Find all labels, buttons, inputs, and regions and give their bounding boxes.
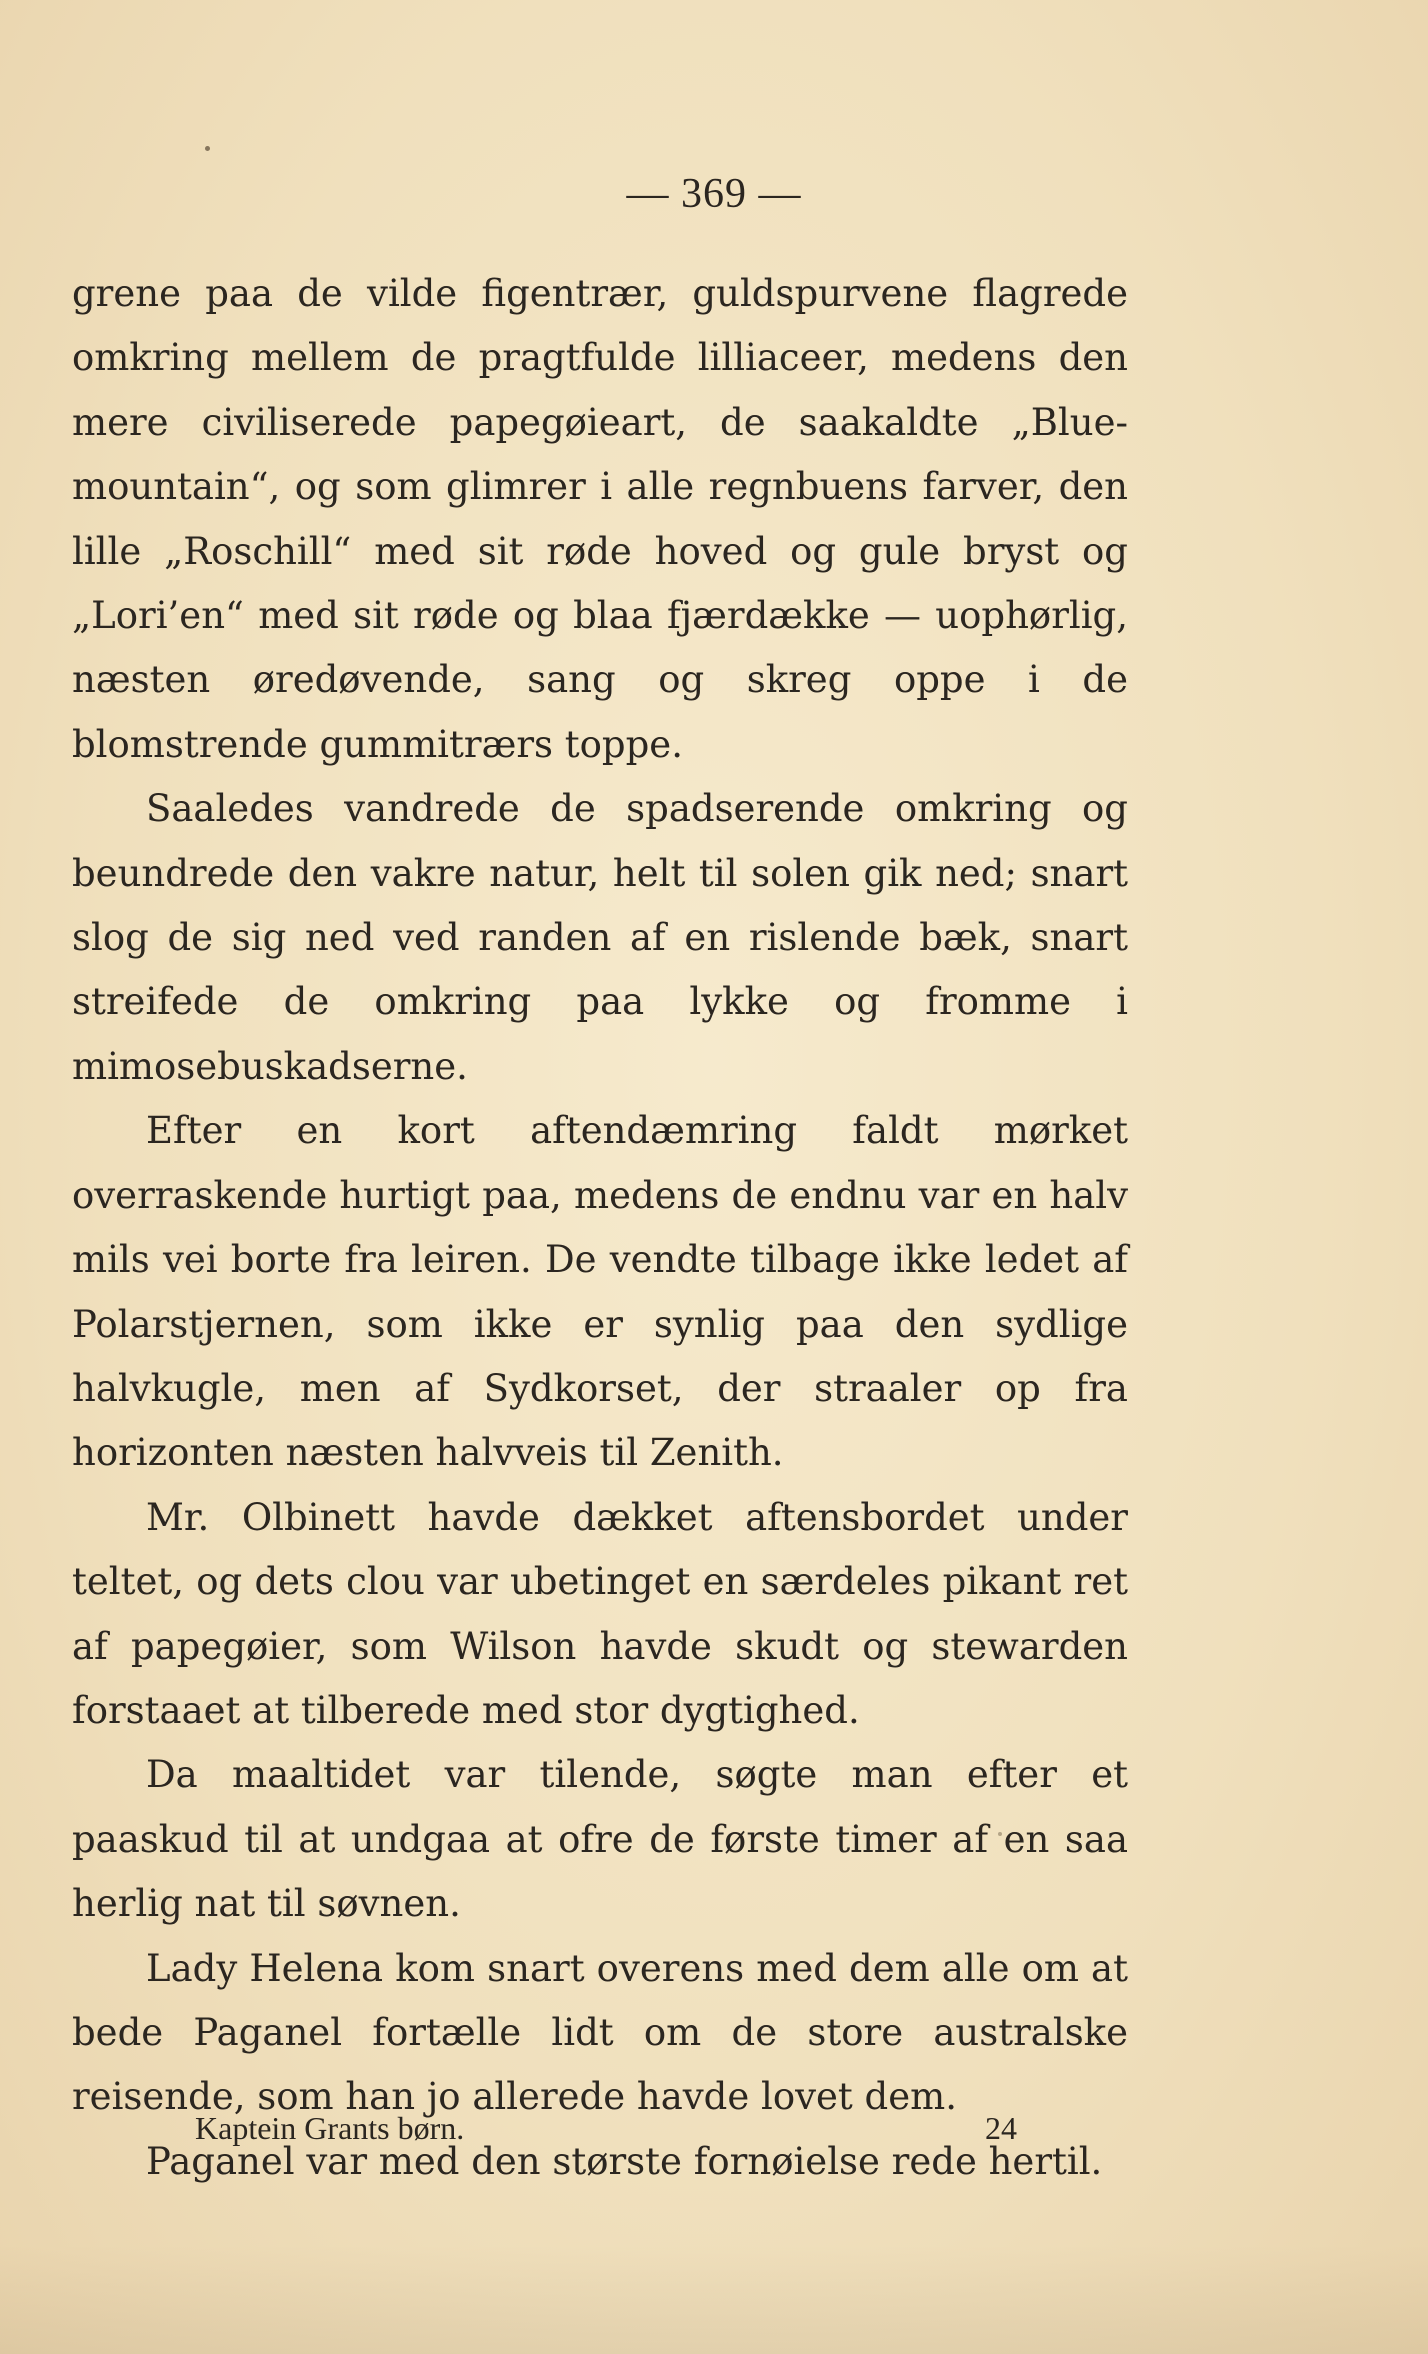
signature-mark: Kaptein Grants børn. [195, 2110, 465, 2146]
sheet-number: 24 [985, 2110, 1017, 2146]
paragraph: Efter en kort aftendæmring faldt mørket overraskende hurtigt paa, medens de endnu var en halv mils vei borte fra leiren. De vendte tilbage ikke ledet af Polarstjernen, som ikke er synlig paa den sydlige halvkugle, men af Sydkorset, der straaler op fra horizonten næsten halvveis til Zenith. [72, 1109, 1128, 1475]
paragraph: Paganel var med den største fornøielse rede hertil. [146, 2139, 1103, 2183]
page-number-header: — 369 — [626, 171, 802, 217]
paragraph: Lady Helena kom snart overens med dem alle om at bede Paganel fortælle lidt om de store australske reisende, som han jo allerede havde lovet dem. [72, 1946, 1128, 2119]
body-text [72, 262, 1128, 2194]
paragraph: grene paa de vilde figentrær, guldspurvene flagrede omkring mellem de pragtfulde lilliaceer, medens den mere civiliserede papegøieart, de saakaldte „Blue-mountain“, og som glimrer i alle regnbuens farver, den lille „Roschill“ med sit røde hoved og gule bryst og „Lori’en“ med sit røde og blaa fjærdække — uophørlig, næsten øredøvende, sang og skreg oppe i de blomstrende gummitrærs toppe. [72, 272, 1128, 766]
page-shadow [0, 2244, 1428, 2354]
paragraph: Saaledes vandrede de spadserende omkring og beundrede den vakre natur, helt til solen gik ned; snart slog de sig ned ved randen af en rislende bæk, snart streifede de omkring paa lykke og fromme i mimosebuskadserne. [72, 787, 1128, 1088]
paragraph: Da maaltidet var tilende, søgte man efter et paaskud til at undgaa at ofre de første timer af en saa herlig nat til søvnen. [72, 1753, 1128, 1926]
ink-speck [205, 146, 210, 151]
paragraph: Mr. Olbinett havde dækket aftensbordet under teltet, og dets clou var ubetinget en særdeles pikant ret af papegøier, som Wilson havde skudt og stewarden forstaaet at tilberede med stor dygtighed. [72, 1495, 1128, 1732]
